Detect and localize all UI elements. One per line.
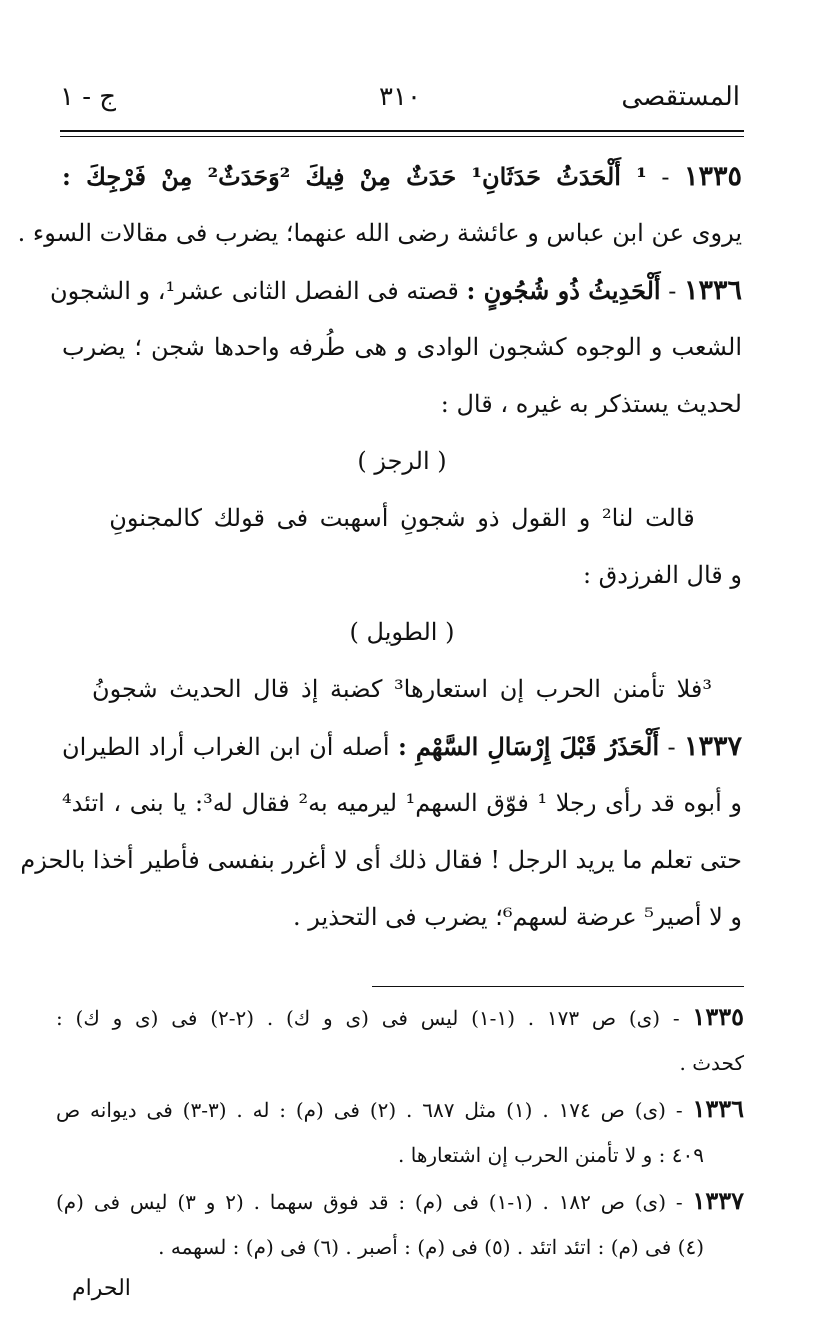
entry-number: ١٣٣٦ [683,275,742,306]
header-rule-thick [60,130,744,132]
proverb-headword: أَلْحَذَرُ قَبْلَ إِرْسَالِ السَّهْمِ : [397,732,660,761]
footnote-1336-line-2: ٤٠٩ : و لا تأمنن الحرب إن اشتعارها . [398,1143,704,1167]
page-number: ٣١٠ [379,82,421,112]
footnote-1335-line-2: كحدث . [679,1051,744,1075]
entry-text: أصله أن ابن الغراب أراد الطيران [62,733,390,761]
proverb-headword: أَلْحَدِيثُ ذُو شُجُونٍ : [466,276,661,305]
main-text [17,148,743,946]
verse-line: قالت لنا² و القول ذو شجونِ أسهبت فى قولك كالمجنونِ [109,504,695,532]
footnote-1337-line-2: (٤) فى (م) : اتئد اتئد . (٥) فى (م) : أصبر . (٦) فى (م) : لسهمه . [158,1235,704,1259]
entry-text: قصته فى الفصل الثانى عشر¹، و الشجون [49,277,459,305]
poetic-meter-label: ( الطويل ) [349,618,455,646]
entry-1335-line-1 [62,148,742,205]
footnote-text: - (ى) ص ١٧٣ . (١-١) ليس فى (ى و ك) . (٢-٢) فى (ى و ك) : [56,1006,680,1030]
footnote-number: ١٣٣٧ [692,1186,744,1215]
entry-1337-line-1 [62,718,742,775]
footnote-1337-line-1 [56,1178,744,1224]
volume-label: ج - ١ [60,82,117,112]
entry-number: ١٣٣٥ [684,161,743,192]
catchword: الحرام [72,1276,131,1301]
footnote-number: ١٣٣٥ [692,1002,744,1031]
footnote-number: ١٣٣٦ [692,1094,745,1123]
entry-1336-line-1 [49,262,742,319]
entry-dash: - [661,163,670,191]
footnotes [56,994,744,1270]
header-rule-thin [60,136,744,137]
running-header [60,82,740,122]
entry-dash: - [668,277,677,305]
entry-1335-line-2: يروى عن ابن عباس و عائشة رضى الله عنهما؛ يضرب فى مقالات السوء . [17,219,742,247]
footnote-text: - (ى) ص ١٧٤ . (١) مثل ٦٨٧ . (٢) فى (م) : له . (٣-٣) فى ديوانه ص [56,1098,683,1122]
footnote-1336-line-1 [56,1086,744,1132]
proverb-headword: ¹ أَلْحَدَثُ حَدَثَانِ¹ حَدَثٌ مِنْ فِيكَ ²وَحَدَثٌ² مِنْ فَرْجِكَ : [62,162,647,191]
footnote-1335-line-1 [56,994,744,1040]
header-title: المستقصى [621,82,740,112]
entry-1336-line-2: الشعب و الوجوه كشجون الوادى و هى طُرفه واحدها شجن ؛ يضرب [62,333,742,361]
entry-dash: - [667,733,676,761]
entry-1337-line-3: حتى تعلم ما يريد الرجل ! فقال ذلك أى لا أغرر بنفسى فأطير أخذا بالحزم [20,846,742,874]
footnote-separator [372,986,744,987]
footnote-text: - (ى) ص ١٨٢ . (١-١) فى (م) : قد فوق سهما . (٢ و ٣) ليس فى (م) [56,1190,683,1214]
entry-1336-line-4: و قال الفرزدق : [582,561,742,589]
entry-1337-line-4: و لا أصير⁵ عرضة لسهم⁶؛ يضرب فى التحذير . [293,903,742,931]
verse-line: ³فلا تأمنن الحرب إن استعارها³ كضبة إذ قال الحديث شجونُ [91,675,712,703]
entry-1337-line-2: و أبوه قد رأى رجلا ¹ فوّق السهم¹ ليرميه به² فقال له³: يا بنى ، اتئد⁴ [62,789,742,817]
entry-number: ١٣٣٧ [683,731,742,762]
entry-1336-line-3: لحديث يستذكر به غيره ، قال : [440,390,742,418]
poetic-meter-label: ( الرجز ) [357,447,447,475]
